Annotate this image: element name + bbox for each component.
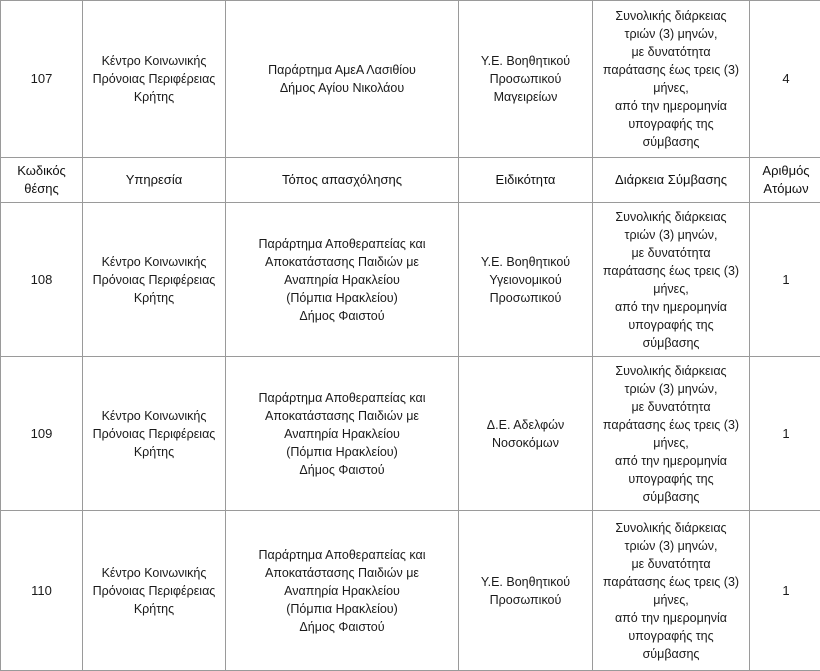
location-line: Αναπηρία Ηρακλείου [228, 271, 456, 289]
position-code: 107 [1, 1, 83, 158]
specialty-line: Προσωπικού [461, 70, 590, 88]
location-line: Αποκατάστασης Παιδιών με [228, 407, 456, 425]
specialty-line: Νοσοκόμων [461, 434, 590, 452]
duration-line: σύμβασης [595, 334, 747, 352]
duration-line: τριών (3) μηνών, [595, 380, 747, 398]
table-header-row [1, 158, 820, 203]
duration-line: τριών (3) μηνών, [595, 537, 747, 555]
service-line: Κρήτης [85, 443, 223, 461]
header-count: Αριθμός Ατόμων [750, 158, 820, 203]
duration-cell [593, 203, 750, 357]
location-line: Δήμος Αγίου Νικολάου [228, 79, 456, 97]
location-line: Παράρτημα ΑμεΑ Λασιθίου [228, 61, 456, 79]
duration-line: σύμβασης [595, 133, 747, 151]
specialty-cell [459, 511, 593, 671]
duration-line: από την ημερομηνία [595, 452, 747, 470]
location-cell [226, 357, 459, 511]
duration-line: παράτασης έως τρεις (3) [595, 61, 747, 79]
service-line: Πρόνοιας Περιφέρειας [85, 70, 223, 88]
duration-line: παράτασης έως τρεις (3) [595, 262, 747, 280]
duration-line: σύμβασης [595, 488, 747, 506]
duration-line: υπογραφής της [595, 115, 747, 133]
duration-line: σύμβασης [595, 645, 747, 663]
location-line: (Πόμπια Ηρακλείου) [228, 443, 456, 461]
location-cell [226, 1, 459, 158]
duration-line: υπογραφής της [595, 627, 747, 645]
service-line: Κρήτης [85, 600, 223, 618]
duration-line: μήνες, [595, 79, 747, 97]
duration-line: Συνολικής διάρκειας [595, 362, 747, 380]
duration-line: με δυνατότητα [595, 555, 747, 573]
specialty-cell [459, 1, 593, 158]
header-location: Τόπος απασχόλησης [226, 158, 459, 203]
location-line: Αποκατάστασης Παιδιών με [228, 253, 456, 271]
duration-line: από την ημερομηνία [595, 609, 747, 627]
duration-line: με δυνατότητα [595, 398, 747, 416]
location-line: Δήμος Φαιστού [228, 307, 456, 325]
duration-line: μήνες, [595, 434, 747, 452]
specialty-cell [459, 203, 593, 357]
location-line: Αναπηρία Ηρακλείου [228, 582, 456, 600]
header-duration: Διάρκεια Σύμβασης [593, 158, 750, 203]
person-count: 1 [750, 357, 820, 511]
person-count: 4 [750, 1, 820, 158]
service-cell [83, 511, 226, 671]
duration-line: από την ημερομηνία [595, 298, 747, 316]
duration-line: με δυνατότητα [595, 43, 747, 61]
specialty-line: Προσωπικού [461, 289, 590, 307]
service-line: Πρόνοιας Περιφέρειας [85, 425, 223, 443]
location-line: Αναπηρία Ηρακλείου [228, 425, 456, 443]
person-count: 1 [750, 203, 820, 357]
specialty-line: Δ.Ε. Αδελφών [461, 416, 590, 434]
specialty-line: Μαγειρείων [461, 88, 590, 106]
duration-line: παράτασης έως τρεις (3) [595, 416, 747, 434]
service-line: Κέντρο Κοινωνικής [85, 407, 223, 425]
location-line: Παράρτημα Αποθεραπείας και [228, 389, 456, 407]
duration-line: υπογραφής της [595, 316, 747, 334]
service-line: Κέντρο Κοινωνικής [85, 253, 223, 271]
location-cell [226, 203, 459, 357]
service-line: Κέντρο Κοινωνικής [85, 564, 223, 582]
duration-line: μήνες, [595, 591, 747, 609]
service-line: Πρόνοιας Περιφέρειας [85, 271, 223, 289]
table-row [1, 511, 820, 671]
duration-line: από την ημερομηνία [595, 97, 747, 115]
table-row [1, 1, 820, 158]
table-row [1, 357, 820, 511]
location-line: (Πόμπια Ηρακλείου) [228, 289, 456, 307]
header-specialty: Ειδικότητα [459, 158, 593, 203]
specialty-line: Υ.Ε. Βοηθητικού [461, 52, 590, 70]
duration-line: τριών (3) μηνών, [595, 25, 747, 43]
location-line: (Πόμπια Ηρακλείου) [228, 600, 456, 618]
position-code: 109 [1, 357, 83, 511]
duration-line: υπογραφής της [595, 470, 747, 488]
service-cell [83, 203, 226, 357]
position-code: 110 [1, 511, 83, 671]
location-cell [226, 511, 459, 671]
location-line: Δήμος Φαιστού [228, 461, 456, 479]
service-line: Πρόνοιας Περιφέρειας [85, 582, 223, 600]
specialty-line: Υ.Ε. Βοηθητικού [461, 573, 590, 591]
duration-line: τριών (3) μηνών, [595, 226, 747, 244]
location-line: Παράρτημα Αποθεραπείας και [228, 546, 456, 564]
duration-cell [593, 1, 750, 158]
duration-line: Συνολικής διάρκειας [595, 7, 747, 25]
specialty-cell [459, 357, 593, 511]
duration-cell [593, 357, 750, 511]
service-cell [83, 357, 226, 511]
service-line: Κέντρο Κοινωνικής [85, 52, 223, 70]
duration-line: μήνες, [595, 280, 747, 298]
location-line: Αποκατάστασης Παιδιών με [228, 564, 456, 582]
location-line: Παράρτημα Αποθεραπείας και [228, 235, 456, 253]
table-row [1, 203, 820, 357]
duration-line: Συνολικής διάρκειας [595, 519, 747, 537]
position-code: 108 [1, 203, 83, 357]
specialty-line: Προσωπικού [461, 591, 590, 609]
duration-line: Συνολικής διάρκειας [595, 208, 747, 226]
person-count: 1 [750, 511, 820, 671]
location-line: Δήμος Φαιστού [228, 618, 456, 636]
duration-cell [593, 511, 750, 671]
service-cell [83, 1, 226, 158]
service-line: Κρήτης [85, 88, 223, 106]
service-line: Κρήτης [85, 289, 223, 307]
duration-line: παράτασης έως τρεις (3) [595, 573, 747, 591]
specialty-line: Υγειονομικού [461, 271, 590, 289]
header-service: Υπηρεσία [83, 158, 226, 203]
duration-line: με δυνατότητα [595, 244, 747, 262]
header-code: Κωδικός θέσης [1, 158, 83, 203]
specialty-line: Υ.Ε. Βοηθητικού [461, 253, 590, 271]
